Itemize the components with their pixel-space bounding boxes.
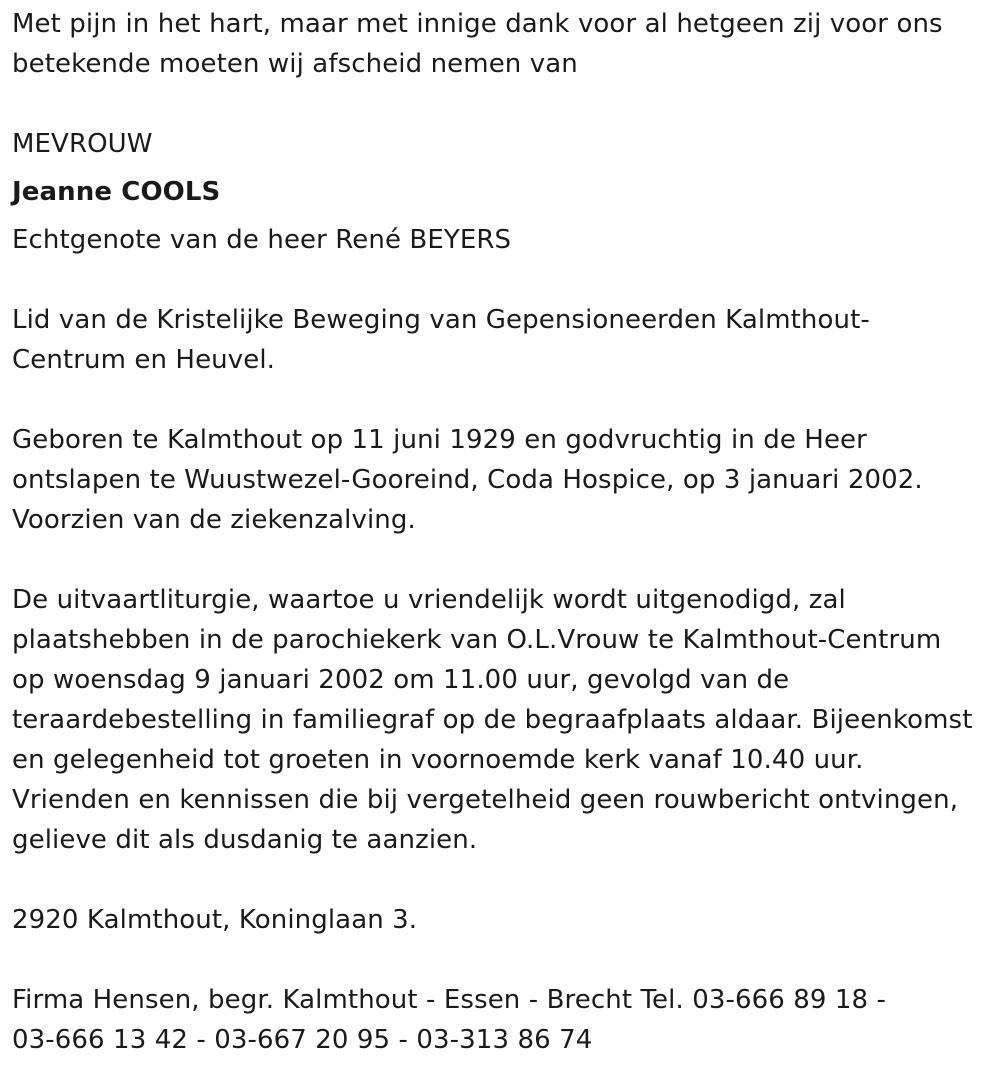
intro-line-2: betekende moeten wij afscheid nemen van	[12, 49, 578, 79]
birth-death-paragraph	[12, 420, 1000, 540]
spacer	[12, 380, 1000, 420]
membership-line-2: Centrum en Heuvel.	[12, 345, 276, 375]
birth-death-line-2: ontslapen te Wuustwezel-Gooreind, Coda Hospice, op 3 januari 2002.	[12, 465, 923, 495]
funeral-line-3: op woensdag 9 januari 2002 om 11.00 uur, gevolgd van de	[12, 665, 790, 695]
funeral-line-5: en gelegenheid tot groeten in voornoemde kerk vanaf 10.40 uur.	[12, 745, 864, 775]
spacer	[12, 84, 1000, 124]
spacer	[12, 940, 1000, 980]
birth-death-line-3: Voorzien van de ziekenzalving.	[12, 505, 416, 535]
funeral-paragraph	[12, 580, 1000, 860]
funeral-line-4: teraardebestelling in familiegraf op de begraafplaats aldaar. Bijeenkomst	[12, 705, 973, 735]
membership-paragraph	[12, 300, 1000, 380]
spacer	[12, 212, 1000, 220]
spacer	[12, 164, 1000, 172]
intro-line-1: Met pijn in het hart, maar met innige dank voor al hetgeen zij voor ons	[12, 9, 943, 39]
funeral-line-2: plaatshebben in de parochiekerk van O.L.Vrouw te Kalmthout-Centrum	[12, 625, 942, 655]
birth-death-line-1: Geboren te Kalmthout op 11 juni 1929 en godvruchtig in de Heer	[12, 425, 867, 455]
undertaker-line-1: Firma Hensen, begr. Kalmthout - Essen - Brecht Tel. 03-666 89 18 -	[12, 985, 887, 1015]
funeral-line-6: Vrienden en kennissen die bij vergetelheid geen rouwbericht ontvingen,	[12, 785, 959, 815]
deceased-block	[12, 124, 1000, 260]
membership-line-1: Lid van de Kristelijke Beweging van Gepensioneerden Kalmthout-	[12, 305, 870, 335]
undertaker-line-2: 03-666 13 42 - 03-667 20 95 - 03-313 86 74	[12, 1025, 593, 1055]
intro-paragraph	[12, 4, 1000, 84]
funeral-line-1: De uitvaartliturgie, waartoe u vriendelijk wordt uitgenodigd, zal	[12, 585, 846, 615]
spacer	[12, 540, 1000, 580]
deceased-title: MEVROUW	[12, 129, 153, 159]
undertaker-paragraph	[12, 980, 1000, 1060]
address: 2920 Kalmthout, Koninglaan 3.	[12, 905, 418, 935]
deceased-spouse: Echtgenote van de heer René BEYERS	[12, 225, 512, 255]
spacer	[12, 860, 1000, 900]
spacer	[12, 260, 1000, 300]
deceased-name: Jeanne COOLS	[12, 177, 221, 207]
funeral-line-7: gelieve dit als dusdanig te aanzien.	[12, 825, 478, 855]
